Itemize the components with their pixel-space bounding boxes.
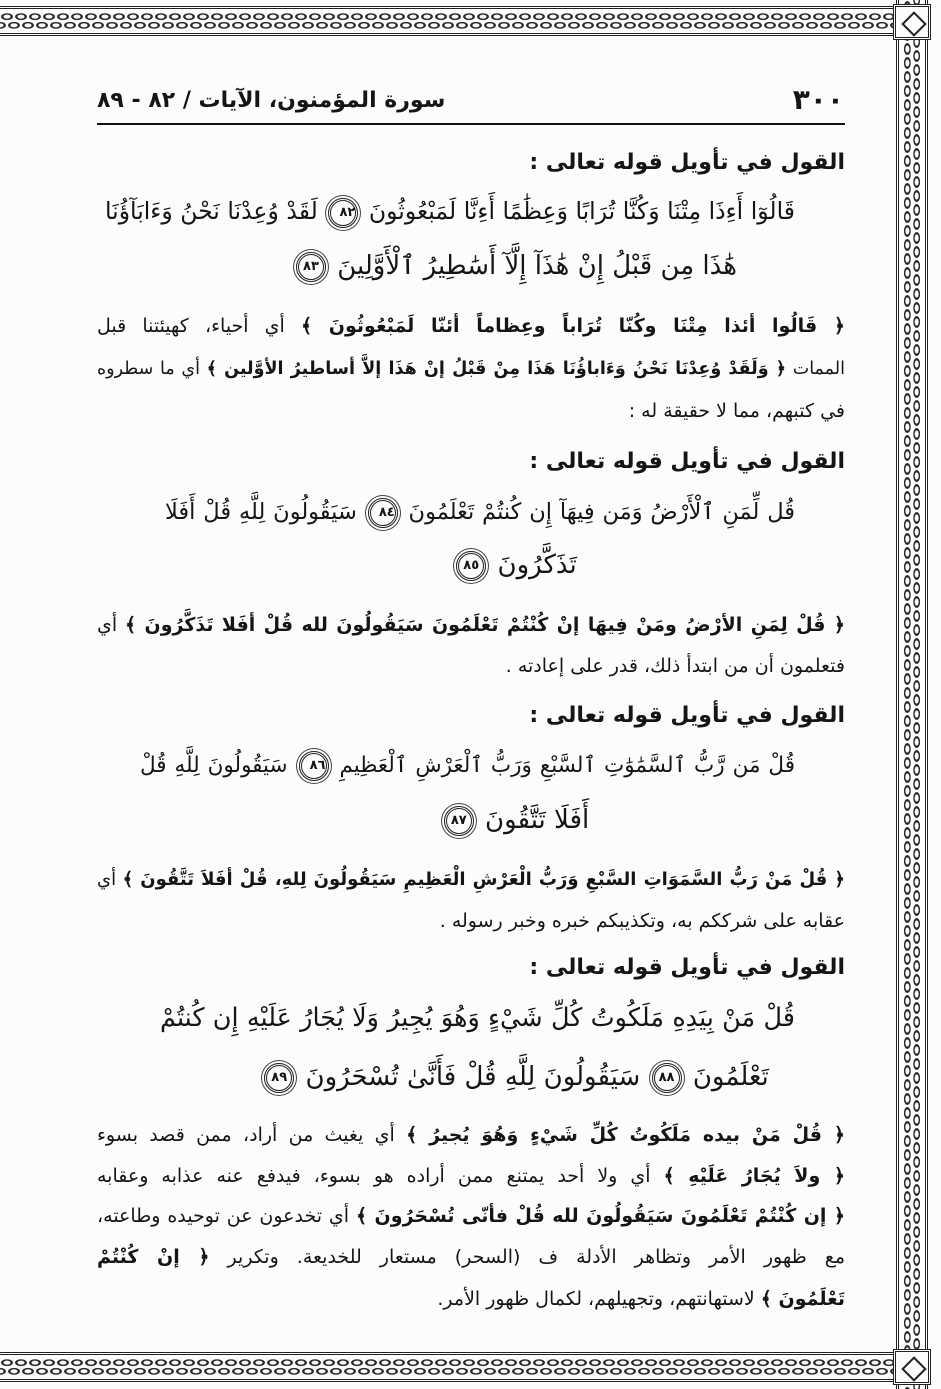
commentary-text: الممات [792, 359, 845, 379]
commentary-line [97, 863, 845, 897]
quoted-verse: ﴿ قُلْ مَنْ رَبُّ السَّمَوَاتِ السَّبْعِ وَرَبُّ الْعَرْشِ الْعَظِيمِ سَيَقُولُونَ لِلهِ، قُلْ أفَلاَ تَتَّقُونَ ﴾ [122, 869, 845, 890]
header-rule [97, 123, 845, 125]
commentary-text: مع ظهور الأمر وتظاهر الأدلة ف (السحر) مستعار للخديعة. وتكرير [227, 1246, 846, 1268]
commentary-line [97, 608, 845, 642]
top-border-ornament [0, 6, 896, 36]
ayah-number: ٨٤ [378, 504, 395, 520]
commentary-text: أي يغيث من أراد، ممن قصد بسوء [97, 1124, 395, 1146]
commentary-line [97, 649, 845, 683]
verse-line [185, 1054, 845, 1100]
commentary-text: أي تخدعون عن توحيده وطاعته، [97, 1205, 350, 1227]
ayah-number-badge [328, 198, 358, 228]
verse-line [185, 542, 845, 588]
verse-text: قُل لِّمَنِ ٱلْأَرْضُ وَمَن فِيهَآ إِن كُنتُمْ تَعْلَمُونَ [408, 499, 795, 525]
verse-text: سَيَقُولُونَ لِلَّهِ قُلْ فَأَنَّىٰ تُسْحَرُونَ [305, 1062, 641, 1092]
commentary-text: أي أحياء، كهيئتنا قبل [97, 315, 285, 337]
verse-text: أَفَلَا تَتَّقُونَ [485, 805, 590, 835]
verse-text: تَذَكَّرُونَ [497, 550, 577, 580]
quoted-verse: ﴿ إن كُنْتُمْ تَعْلَمُونَ سَيَقُولُونَ لله قُلْ فأنّى تُسْحَرُونَ ﴾ [355, 1205, 846, 1227]
ayah-number: ٨٩ [271, 1069, 288, 1085]
verse-text: قَالُوٓا أَءِذَا مِتْنَا وَكُنَّا تُرَابًا وَعِظَٰمًا أَءِنَّا لَمَبْعُوثُونَ [368, 197, 795, 225]
commentary-text: أي [97, 614, 118, 636]
quoted-verse: ﴿ وَلَقَدْ وُعِدْنَا نَحْنُ وَءَاباؤُنَا هَذَا مِنْ قَبْلُ إنْ هَذَا إلاَّ أساطيرُ الأوَّلين ﴾ [206, 359, 787, 379]
verse-text: تَعْلَمُونَ [692, 1062, 769, 1092]
verse-text: سَيَقُولُونَ لِلَّهِ قُلْ أَفَلَا [165, 499, 357, 525]
quoted-verse: ﴿ قَالُوا أئذا مِتْنَا وكُنّا تُرَاباً وعِظاماً أئنّا لَمَبْعُوثُونَ ﴾ [300, 315, 845, 337]
commentary-line [97, 1199, 845, 1233]
quoted-verse: تَعْلَمُونَ ﴾ [760, 1288, 845, 1310]
commentary-text: لاستهانتهم، وتجهيلهم، لكمال ظهور الأمر. [437, 1288, 755, 1310]
bottom-border-ornament [0, 1352, 896, 1382]
bottom-right-corner-ornament [893, 1349, 931, 1385]
commentary-text: أي ما سطروه [97, 359, 200, 379]
ayah-number-badge [368, 498, 398, 528]
verse-text: هَٰذَا مِن قَبْلُ إِنْ هَٰذَآ إِلَّآ أَسَٰطِيرُ ٱلْأَوَّلِينَ [337, 251, 738, 281]
section-heading: القول في تأويل قوله تعالى : [529, 150, 845, 175]
commentary-text: أي [97, 869, 117, 890]
verse-line [165, 489, 795, 535]
ayah-number-badge [652, 1063, 682, 1093]
ayah-number-badge [299, 751, 329, 781]
verse-line [160, 995, 795, 1041]
ayah-number: ٨٢ [339, 204, 356, 220]
commentary-line [97, 1118, 845, 1152]
commentary-line [97, 352, 845, 386]
ayah-number: ٨٦ [309, 758, 326, 773]
verse-text: قُلْ مَنْ بِيَدِهِ مَلَكُوتُ كُلِّ شَيْءٍ وَهُوَ يُجِيرُ وَلَا يُجَارُ عَلَيْهِ إِن كُنتُمْ [160, 1003, 795, 1033]
verse-line [140, 743, 795, 789]
commentary-line [97, 1282, 845, 1316]
ayah-number-badge [444, 806, 474, 836]
page-number: ٣٠٠ [792, 83, 844, 116]
ayah-number: ٨٨ [658, 1069, 675, 1085]
ayah-number: ٨٧ [450, 812, 467, 828]
right-border-ornament [896, 0, 928, 1389]
quoted-verse: ﴿ ولاَ يُجَارُ عَلَيْهِ ﴾ [663, 1165, 845, 1187]
verse-line [105, 188, 795, 234]
section-heading: القول في تأويل قوله تعالى : [529, 955, 845, 980]
commentary-line [97, 1240, 845, 1274]
quoted-verse: ﴿ إنْ كُنْتُمْ [97, 1246, 210, 1268]
quoted-verse: ﴿ قُلْ مَنْ بيده مَلَكُوتُ كُلِّ شَيْءٍ وَهُوَ يُجيرُ ﴾ [406, 1124, 845, 1146]
commentary-line [97, 309, 845, 343]
commentary-line [97, 1159, 845, 1193]
commentary-line [97, 904, 845, 938]
verse-line [185, 797, 845, 843]
ayah-number-badge [264, 1063, 294, 1093]
section-heading: القول في تأويل قوله تعالى : [529, 703, 845, 728]
commentary-text: عقابه على شرككم به، وتكذيبكم خبره وخبر رسوله . [439, 910, 845, 932]
ayah-number: ٨٥ [463, 557, 480, 573]
section-heading: القول في تأويل قوله تعالى : [529, 449, 845, 474]
quoted-verse: ﴿ قُلْ لِمَنِ الأرْضُ ومَنْ فِيهَا إنْ كُنْتُمْ تَعْلَمُونَ سَيَقُولُونَ لله قُلْ أفَلا تَذَكَّرُونَ ﴾ [124, 614, 845, 636]
verse-text: لَقَدْ وُعِدْنَا نَحْنُ وَءَابَآؤُنَا [105, 197, 318, 225]
commentary-line [97, 394, 845, 428]
verse-line [185, 243, 845, 289]
commentary-text: أي ولا أحد يمتنع ممن أراده هو بسوء، فيدفع عنه عذابه وعقابه [97, 1165, 651, 1187]
running-title: سورة المؤمنون، الآيات / ٨٢ - ٨٩ [97, 88, 446, 113]
top-right-corner-ornament [893, 4, 931, 40]
commentary-text: فتعلمون أن من ابتدأ ذلك، قدر على إعادته . [505, 655, 845, 677]
verse-text: سَيَقُولُونَ لِلَّهِ قُلْ [140, 753, 288, 778]
ayah-number-badge [456, 551, 486, 581]
ayah-number-badge [296, 252, 326, 282]
verse-text: قُلْ مَن رَّبُّ ٱلسَّمَٰوَٰتِ ٱلسَّبْعِ وَرَبُّ ٱلْعَرْشِ ٱلْعَظِيمِ [339, 753, 795, 778]
commentary-text: في كتبهم، مما لا حقيقة له : [628, 400, 845, 422]
ayah-number: ٨٣ [303, 258, 319, 274]
